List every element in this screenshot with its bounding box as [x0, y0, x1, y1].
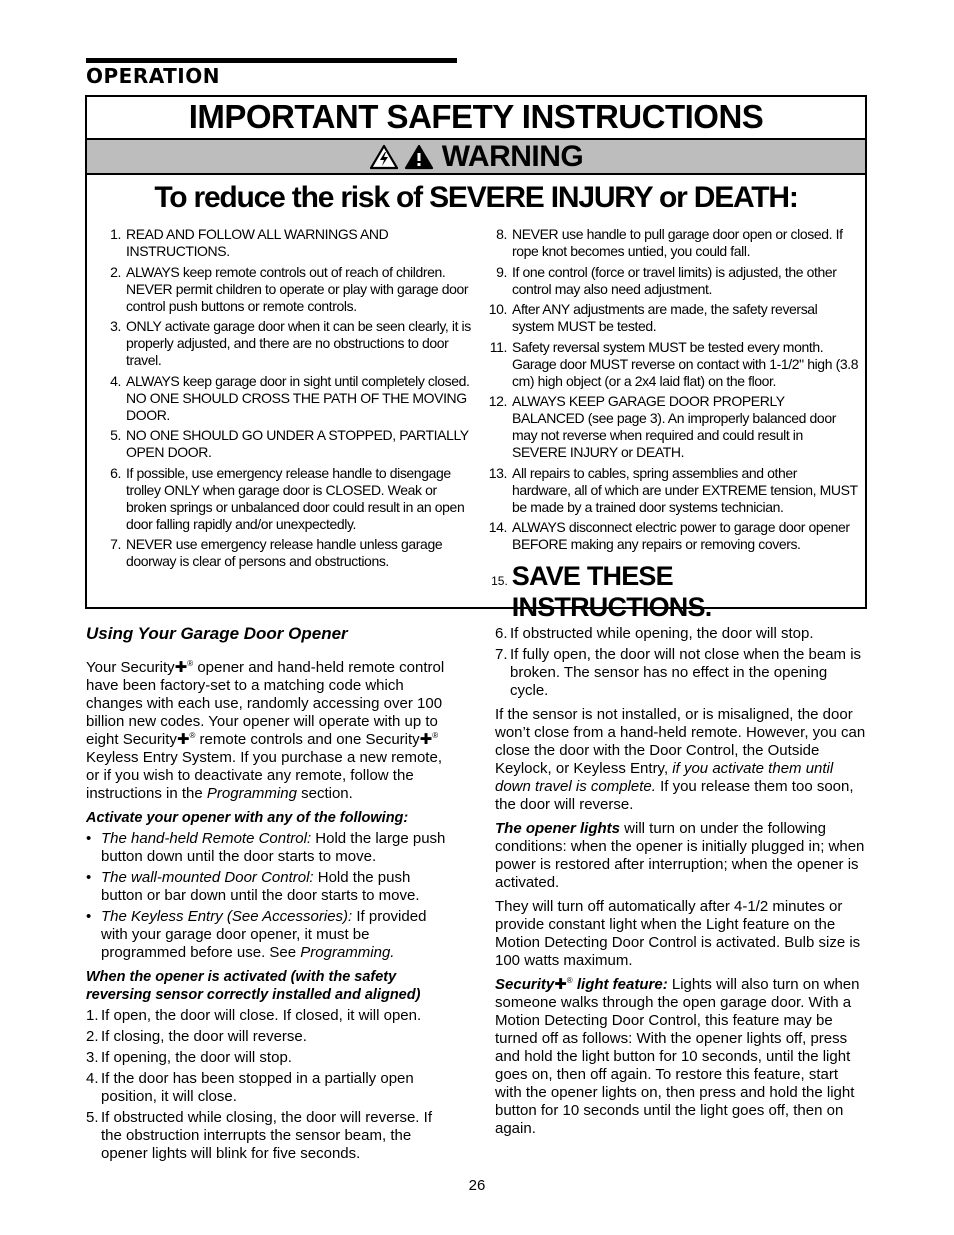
safety-item: 2. ALWAYS keep remote controls out of reach of children. NEVER permit children to operate or play with garage door control push buttons or remote controls.: [110, 263, 469, 314]
save-instructions: 15. SAVE THESE INSTRUCTIONS.: [491, 561, 712, 622]
list-item: 6. If obstructed while opening, the door will stop.: [495, 625, 814, 642]
list-item: 1. If open, the door will close. If closed, it will open.: [86, 1007, 422, 1024]
safety-item: 13. All repairs to cables, spring assemblies and other hardware, all of which are under EXTREME tension, MUST be made by a trained door systems technician.: [488, 464, 858, 515]
safety-list-left: [101, 226, 473, 574]
body-column-right: [495, 625, 867, 1144]
safety-item: 12. ALWAYS KEEP GARAGE DOOR PROPERLY BALANCED (see page 3). An improperly balanced door may not reverse when required and could result in SEVERE INJURY or DEATH.: [488, 393, 836, 460]
list-item: • The Keyless Entry (See Accessories): If provided with your garage door opener, it must be programmed before use. See Programming.: [86, 908, 427, 961]
risk-heading: To reduce the risk of SEVERE INJURY or DEATH:: [154, 181, 798, 214]
section-heading: OPERATION: [86, 64, 220, 88]
safety-item: 4. ALWAYS keep garage door in sight until completely closed. NO ONE SHOULD CROSS THE PATH OF THE MOVING DOOR.: [110, 372, 470, 423]
safety-item: 9. If one control (force or travel limits) is adjusted, the other control may also need adjustment.: [496, 263, 837, 297]
list-item: 7. If fully open, the door will not close when the beam is broken. The sensor has no effect in the opening cycle.: [495, 646, 862, 699]
safety-item: 11. Safety reversal system MUST be tested every month. Garage door MUST reverse on contact with 1-1/2" high (3.8 cm) high object (or a 2x4 laid flat) on the floor.: [489, 338, 859, 389]
list-item: 4. If the door has been stopped in a partially open position, it will close.: [86, 1070, 414, 1105]
safety-item: 7. NEVER use emergency release handle unless garage doorway is clear of persons and obstructions.: [110, 536, 443, 569]
safety-item: 3. ONLY activate garage door when it can be seen clearly, it is properly adjusted, and there are no obstructions to door travel.: [110, 318, 471, 368]
lights-off-paragraph: They will turn off automatically after 4-1/2 minutes or provide constant light when the Light feature on the Motion Detecting Door Control is activated. Bulb size is 100 watts maximum.: [495, 898, 861, 969]
safety-item: 8. NEVER use handle to pull garage door open or closed. If rope knot becomes untied, you could fall.: [496, 226, 843, 259]
top-rule: [86, 58, 457, 63]
safety-list-right: [487, 226, 859, 623]
when-activated-heading: When the opener is activated (with the safety reversing sensor correctly installed and aligned): [86, 969, 421, 1003]
list-item: • The hand-held Remote Control: Hold the large push button down until the door starts to move.: [86, 830, 446, 865]
list-item: • The wall-mounted Door Control: Hold the push button or bar down until the door starts to move.: [86, 869, 420, 904]
body-column-left: [86, 625, 454, 1166]
exclamation-triangle-icon: [404, 144, 434, 170]
list-item: 5. If obstructed while closing, the door will reverse. If the obstruction interrupts the sensor beam, the opener lights will blink for five seconds.: [86, 1109, 432, 1162]
light-feature-paragraph: Security✚® light feature: Lights will also turn on when someone walks through the open garage door. With a Motion Detecting Door Control, this feature may be turned off as follows: With the opener lights off, press and hold the light button for 10 seconds, until the light goes on, then off again. To restore this feature, start with the opener lights on, then press and hold the light button for 10 seconds until the light goes off, then on again.: [495, 976, 860, 1137]
warning-label: WARNING: [441, 139, 584, 173]
sensor-paragraph: If the sensor is not installed, or is misaligned, the door won’t close from a hand-held remote. However, you can close the door with the Door Control, the Outside Keylock, or Keyless Entry, if you activate them until down travel is complete. If you release them too soon, the door will reverse.: [495, 706, 866, 813]
activate-heading: Activate your opener with any of the following:: [86, 810, 409, 826]
safety-item: 14. ALWAYS disconnect electric power to garage door opener BEFORE making any repairs or removing covers.: [488, 519, 850, 552]
subheading: Using Your Garage Door Opener: [86, 624, 348, 643]
safety-item: 10. After ANY adjustments are made, the safety reversal system MUST be tested.: [488, 301, 818, 334]
lights-paragraph: The opener lights will turn on under the following conditions: when the opener is initially plugged in; when power is restored after interruption; when the opener is activated.: [495, 820, 865, 891]
warning-bar: [87, 140, 865, 175]
list-item: 2. If closing, the door will reverse.: [86, 1028, 307, 1045]
page-number: 26: [468, 1177, 486, 1194]
safety-instructions-box: [85, 95, 867, 622]
safety-item: 5. NO ONE SHOULD GO UNDER A STOPPED, PARTIALLY OPEN DOOR.: [110, 427, 469, 460]
safety-item: 1. READ AND FOLLOW ALL WARNINGS AND INSTRUCTIONS.: [110, 226, 389, 259]
list-item: 3. If opening, the door will stop.: [86, 1049, 292, 1066]
electrical-hazard-icon: [369, 144, 399, 170]
safety-title: IMPORTANT SAFETY INSTRUCTIONS: [87, 97, 865, 140]
intro-paragraph: Your Security✚® opener and hand-held remote control have been factory-set to a matching code which changes with each use, randomly accessing over 100 billion new codes. Your opener will operate with up to eight Security✚® remote controls and one Security✚® Keyless Entry System. If you purchase a new remote, or if you wish to deactivate any remote, follow the instructions in the Programming section.: [86, 659, 445, 802]
safety-item: 6. If possible, use emergency release handle to disengage trolley ONLY when garage door is CLOSED. Weak or broken springs or unbalanced door could result in an open door falling rapidly and/or unexpectedly.: [110, 464, 465, 532]
